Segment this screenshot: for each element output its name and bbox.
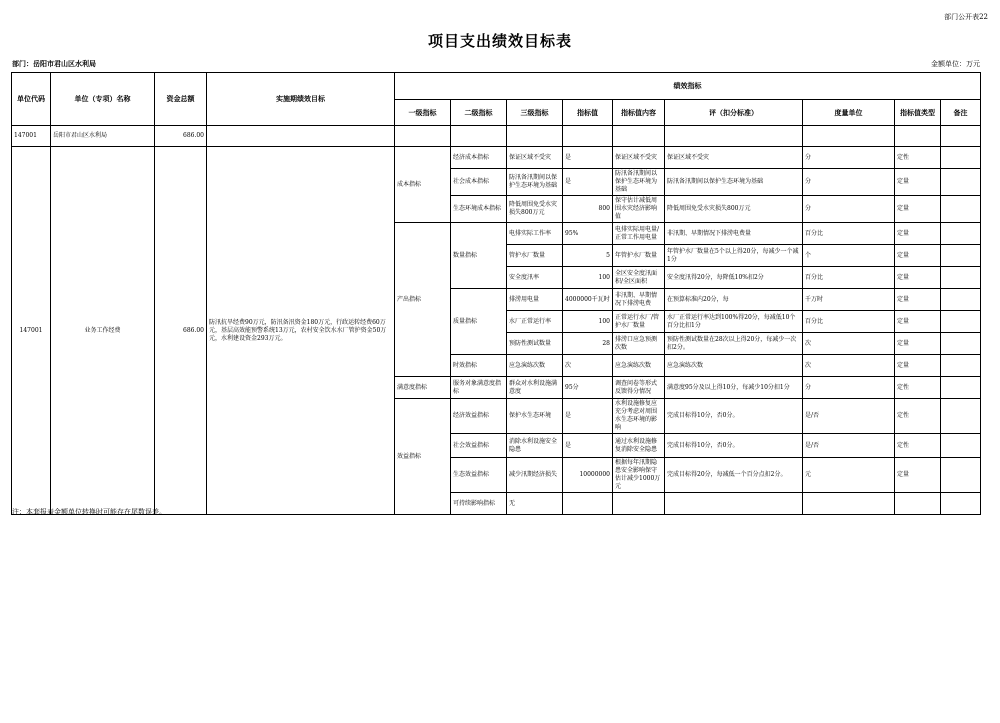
header-remark: 备注 <box>941 100 981 126</box>
content-cell: 调查问卷等形式反馈得分情况 <box>613 377 665 399</box>
project-amount: 686.00 <box>155 147 207 515</box>
level2-cell: 数量指标 <box>451 223 507 289</box>
level2-cell: 生态效益指标 <box>451 458 507 493</box>
level3-cell: 降低周围免受水灾损失800万元 <box>507 196 563 223</box>
project-goal: 防汛抗旱经费90万元，防汛备汛资金180万元，行政运转经费60万元，基层高效能预警系统13万元，农村安全饮水水厂管护资金50万元，水利建设资金293万元。 <box>207 147 395 515</box>
department-label: 部门：岳阳市君山区水利局 <box>12 59 96 68</box>
scoring-cell: 保证区域不受灾 <box>665 147 803 169</box>
content-cell: 根据每年汛期隐患安全影响保守估计减少1000万元 <box>613 458 665 493</box>
value-cell: 5 <box>563 245 613 267</box>
type-cell: 定量 <box>895 333 941 355</box>
header-value: 指标值 <box>563 100 613 126</box>
header-level3: 三级指标 <box>507 100 563 126</box>
scoring-cell: 完成目标得10分，否0分。 <box>665 434 803 458</box>
value-cell: 800 <box>563 196 613 223</box>
remark-cell <box>941 147 981 169</box>
level2-cell: 经济成本指标 <box>451 147 507 169</box>
header-period-goal: 实施期绩效目标 <box>207 73 395 126</box>
value-cell: 95分 <box>563 377 613 399</box>
unit-cell: 百分比 <box>803 311 895 333</box>
header-unit-name: 单位（专项）名称 <box>51 73 155 126</box>
scoring-cell: 在预算标准内20分，每 <box>665 289 803 311</box>
value-cell: 是 <box>563 399 613 434</box>
content-cell: 保证区域不受灾 <box>613 147 665 169</box>
type-cell: 定量 <box>895 223 941 245</box>
level3-cell: 消除水利设施安全隐患 <box>507 434 563 458</box>
value-cell: 4000000千瓦时 <box>563 289 613 311</box>
group-cost: 成本指标 <box>395 147 451 223</box>
level2-cell: 可持续影响指标 <box>451 493 507 515</box>
level2-cell: 经济效益指标 <box>451 399 507 434</box>
level3-cell: 排涝用电量 <box>507 289 563 311</box>
scoring-cell: 防汛备汛期间以保护生态环境为基础 <box>665 169 803 196</box>
scoring-cell: 完成目标得10分，否0分。 <box>665 399 803 434</box>
report-number: 部门公开表22 <box>944 13 988 21</box>
unit-cell: 元 <box>803 458 895 493</box>
remark-cell <box>941 169 981 196</box>
scoring-cell: 非汛期、早期情况下排涝电费量 <box>665 223 803 245</box>
content-cell: 电排实际用电量/正常工作用电量 <box>613 223 665 245</box>
value-cell: 次 <box>563 355 613 377</box>
header-performance-indicators: 绩效指标 <box>395 73 981 100</box>
level2-cell: 社会效益指标 <box>451 434 507 458</box>
type-cell: 定量 <box>895 289 941 311</box>
unit-cell: 分 <box>803 196 895 223</box>
value-cell <box>563 493 613 515</box>
content-cell: 排涝口应急预测次数 <box>613 333 665 355</box>
level3-cell: 无 <box>507 493 563 515</box>
header-scoring: 评（扣分标准） <box>665 100 803 126</box>
remark-cell <box>941 434 981 458</box>
level3-cell: 电排实际工作率 <box>507 223 563 245</box>
unit-cell: 分 <box>803 377 895 399</box>
level3-cell: 安全度汛率 <box>507 267 563 289</box>
type-cell: 定性 <box>895 434 941 458</box>
type-cell: 定性 <box>895 399 941 434</box>
scoring-cell: 预防性测试数量在28次以上得20分，每减少一次扣2分。 <box>665 333 803 355</box>
scoring-cell: 水厂正常运行率达到100%得20分，每减低10个百分比扣1分 <box>665 311 803 333</box>
remark-cell <box>941 355 981 377</box>
footnote: 注：本套报表金额单位转换时可能存在尾数误差。 <box>12 508 166 516</box>
value-cell: 100 <box>563 311 613 333</box>
project-name: 业务工作经费 <box>51 147 155 515</box>
performance-table <box>11 72 981 515</box>
header-level2: 二级指标 <box>451 100 507 126</box>
value-cell: 是 <box>563 169 613 196</box>
remark-cell <box>941 223 981 245</box>
content-cell: 防汛备汛期间以保护生态环境为基础 <box>613 169 665 196</box>
header-value-content: 指标值内容 <box>613 100 665 126</box>
remark-cell <box>941 399 981 434</box>
header-level1: 一级指标 <box>395 100 451 126</box>
level3-cell: 群众对水利设施满意度 <box>507 377 563 399</box>
scoring-cell: 满意度95分及以上得10分，每减少10分扣1分 <box>665 377 803 399</box>
unit-cell: 百分比 <box>803 223 895 245</box>
content-cell: 应急演练次数 <box>613 355 665 377</box>
value-cell: 28 <box>563 333 613 355</box>
summary-row <box>12 126 981 147</box>
value-cell: 是 <box>563 434 613 458</box>
level2-cell: 时效指标 <box>451 355 507 377</box>
level2-cell: 服务对象满意度指标 <box>451 377 507 399</box>
scoring-cell: 应急演练次数 <box>665 355 803 377</box>
content-cell: 水利设施修复应充分考虑对周围水生态环境的影响 <box>613 399 665 434</box>
remark-cell <box>941 377 981 399</box>
type-cell: 定量 <box>895 311 941 333</box>
type-cell <box>895 493 941 515</box>
content-cell: 正常运行水厂/管护水厂数量 <box>613 311 665 333</box>
type-cell: 定性 <box>895 147 941 169</box>
type-cell: 定量 <box>895 169 941 196</box>
level3-cell: 保护水生态环境 <box>507 399 563 434</box>
content-cell <box>613 493 665 515</box>
type-cell: 定量 <box>895 355 941 377</box>
unit-cell: 个 <box>803 245 895 267</box>
type-cell: 定量 <box>895 458 941 493</box>
level3-cell: 应急演练次数 <box>507 355 563 377</box>
remark-cell <box>941 311 981 333</box>
remark-cell <box>941 289 981 311</box>
header-total-funds: 资金总额 <box>155 73 207 126</box>
content-cell: 非汛期、早期情况下排涝电费 <box>613 289 665 311</box>
content-cell: 年管护水厂数量 <box>613 245 665 267</box>
level2-cell: 质量指标 <box>451 289 507 355</box>
level2-cell: 生态环境成本指标 <box>451 196 507 223</box>
header-measure-unit: 度量单位 <box>803 100 895 126</box>
scoring-cell: 降低周围免受水灾损失800万元 <box>665 196 803 223</box>
group-benefit: 效益指标 <box>395 399 451 515</box>
unit-cell: 是/否 <box>803 434 895 458</box>
remark-cell <box>941 458 981 493</box>
type-cell: 定量 <box>895 196 941 223</box>
remark-cell <box>941 196 981 223</box>
level2-cell: 社会成本指标 <box>451 169 507 196</box>
value-cell: 100 <box>563 267 613 289</box>
level3-cell: 预防性测试数量 <box>507 333 563 355</box>
content-cell: 全区安全度汛面积/全区面积 <box>613 267 665 289</box>
level3-cell: 水厂正常运行率 <box>507 311 563 333</box>
scoring-cell: 完成目标得20分，每减低一个百分点扣2分。 <box>665 458 803 493</box>
scoring-cell: 年管护水厂数量在5个以上得20分，每减少一个减1分 <box>665 245 803 267</box>
summary-amount: 686.00 <box>155 126 207 147</box>
level3-cell: 防汛备汛期间以保护生态环境为基础 <box>507 169 563 196</box>
unit-cell <box>803 493 895 515</box>
unit-cell: 次 <box>803 333 895 355</box>
level3-cell: 减少汛期经济损失 <box>507 458 563 493</box>
header-unit-code: 单位代码 <box>12 73 51 126</box>
content-cell: 通过水利设施修复消除安全隐患 <box>613 434 665 458</box>
unit-cell: 百分比 <box>803 267 895 289</box>
summary-name: 岳阳市君山区水利局 <box>51 126 155 147</box>
remark-cell <box>941 245 981 267</box>
header-value-type: 指标值类型 <box>895 100 941 126</box>
table-row <box>12 147 981 169</box>
value-cell: 95% <box>563 223 613 245</box>
page-title: 项目支出绩效目标表 <box>427 32 572 50</box>
type-cell: 定性 <box>895 377 941 399</box>
project-code: 147001 <box>12 147 51 515</box>
group-output: 产出指标 <box>395 223 451 377</box>
unit-cell: 分 <box>803 169 895 196</box>
remark-cell <box>941 333 981 355</box>
value-cell: 10000000 <box>563 458 613 493</box>
summary-code: 147001 <box>12 126 51 147</box>
level3-cell: 保证区域不受灾 <box>507 147 563 169</box>
scoring-cell <box>665 493 803 515</box>
scoring-cell: 安全度汛得20分，每降低10%扣2分 <box>665 267 803 289</box>
amount-unit-label: 金额单位：万元 <box>931 60 980 68</box>
unit-cell: 是/否 <box>803 399 895 434</box>
value-cell: 是 <box>563 147 613 169</box>
unit-cell: 次 <box>803 355 895 377</box>
content-cell: 保守估计减低周围水灾经济影响值 <box>613 196 665 223</box>
unit-cell: 分 <box>803 147 895 169</box>
type-cell: 定量 <box>895 267 941 289</box>
level3-cell: 管护水厂数量 <box>507 245 563 267</box>
type-cell: 定量 <box>895 245 941 267</box>
remark-cell <box>941 267 981 289</box>
remark-cell <box>941 493 981 515</box>
unit-cell: 千万时 <box>803 289 895 311</box>
group-satisfaction: 满意度指标 <box>395 377 451 399</box>
